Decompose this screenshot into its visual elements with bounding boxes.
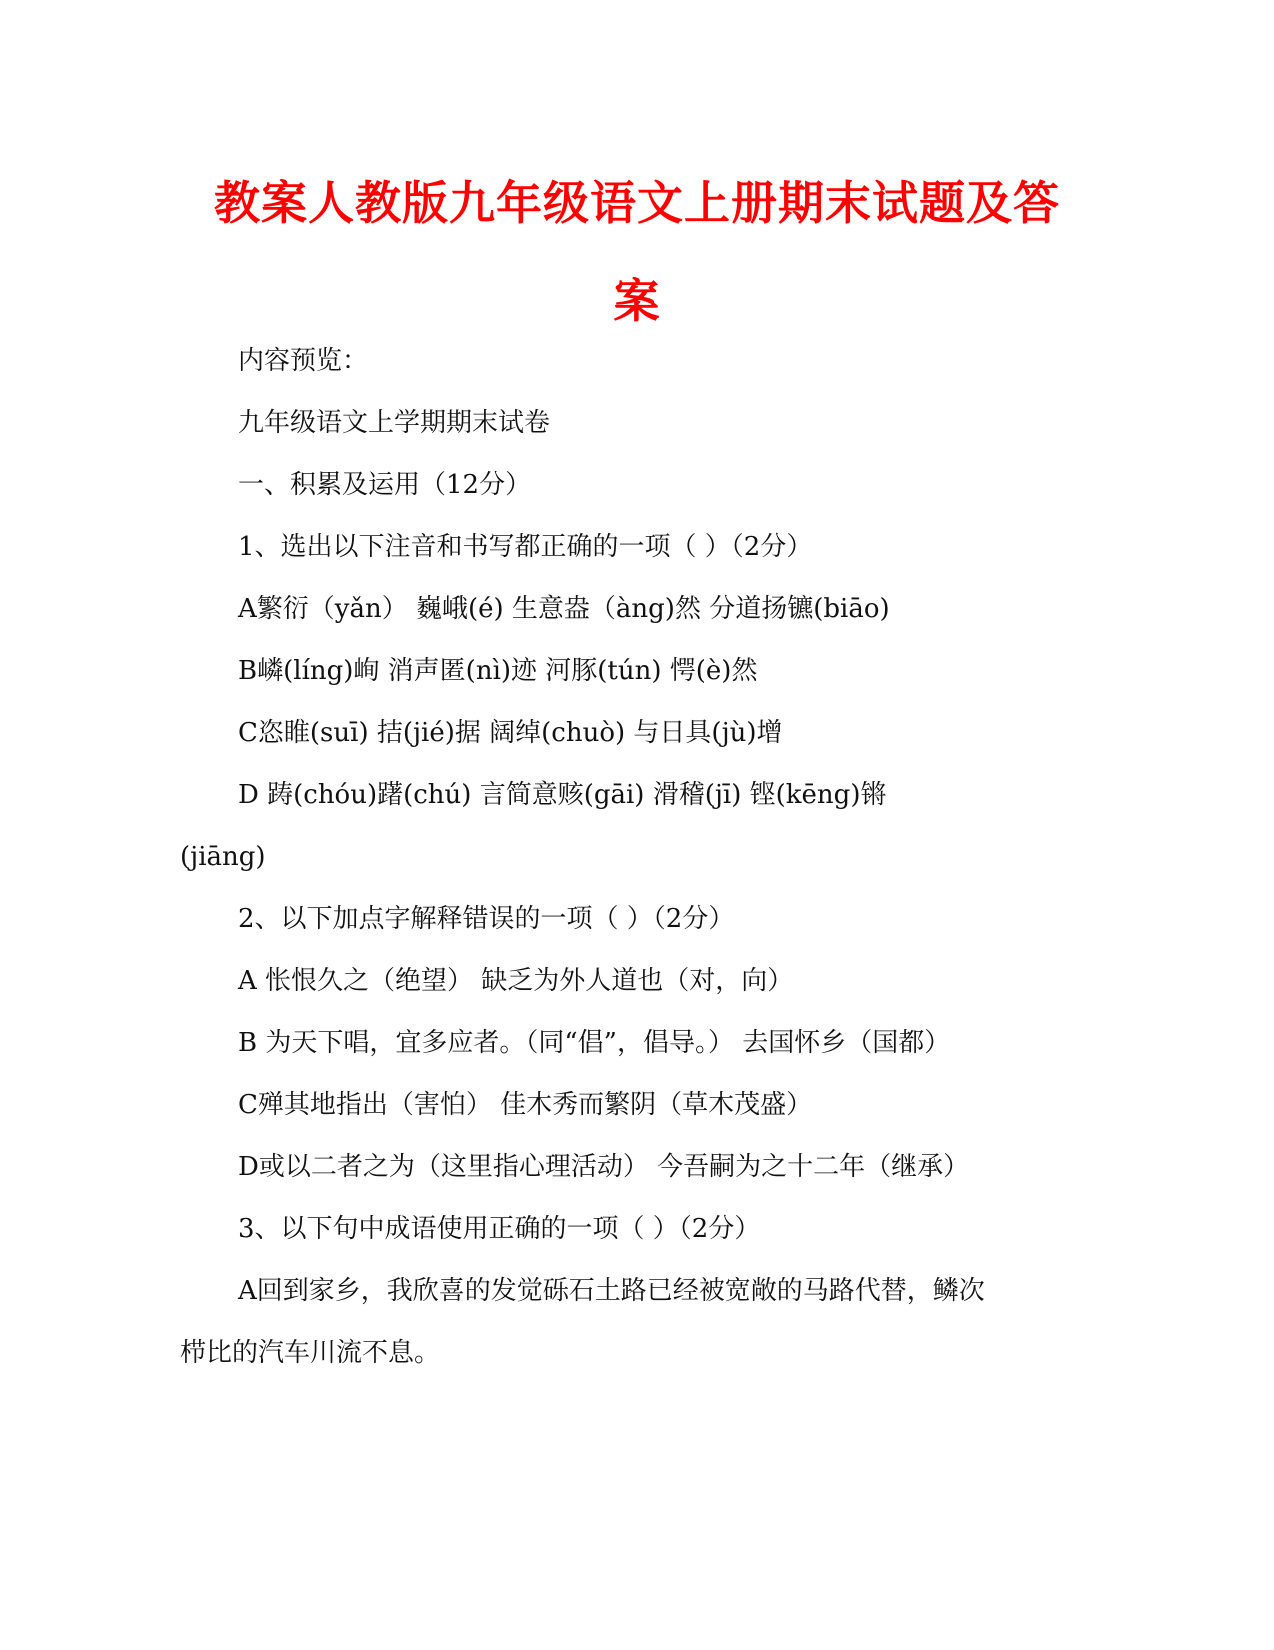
question-1: 1、选出以下注音和书写都正确的一项（ ）（2分） (238, 532, 813, 562)
document-title-line-1: 教案人教版九年级语文上册期末试题及答 (214, 176, 1060, 230)
question-3-option-a-continued: 栉比的汽车川流不息。 (180, 1338, 441, 1368)
question-2: 2、以下加点字解释错误的一项（ ）（2分） (238, 904, 735, 934)
question-1-option-c: C恣睢(suī) 拮(jié)据 阔绰(chuò) 与日具(jù)增 (238, 718, 783, 748)
exam-title: 九年级语文上学期期末试卷 (238, 408, 551, 438)
question-1-option-a: A繁衍（yǎn） 巍峨(é) 生意盎（àng)然 分道扬镳(biāo) (238, 594, 890, 624)
question-2-option-b: B 为天下唱，宜多应者。（同“倡”，倡导。） 去国怀乡（国都） (238, 1028, 951, 1058)
question-2-option-c: C殚其地指出（害怕） 佳木秀而繁阴（草木茂盛） (238, 1090, 813, 1120)
question-2-option-a: A 怅恨久之（绝望） 缺乏为外人道也（对，向） (238, 966, 794, 996)
section-heading: 一、积累及运用（12分） (238, 470, 532, 500)
content-preview-label: 内容预览： (238, 346, 369, 376)
question-1-option-d: D 踌(chóu)躇(chú) 言简意赅(gāi) 滑稽(jī) 铿(kēng)锵 (238, 780, 887, 810)
question-3-option-a: A回到家乡，我欣喜的发觉砾石土路已经被宽敞的马路代替，鳞次 (238, 1276, 985, 1306)
document-title-line-2: 案 (613, 274, 661, 328)
question-1-option-d-continued: (jiāng) (180, 842, 266, 872)
question-1-option-b: B嶙(líng)峋 消声匿(nì)迹 河豚(tún) 愕(è)然 (238, 656, 758, 686)
question-2-option-d: D或以二者之为（这里指心理活动） 今吾嗣为之十二年（继承） (238, 1152, 970, 1182)
question-3: 3、以下句中成语使用正确的一项（ ）（2分） (238, 1214, 761, 1244)
